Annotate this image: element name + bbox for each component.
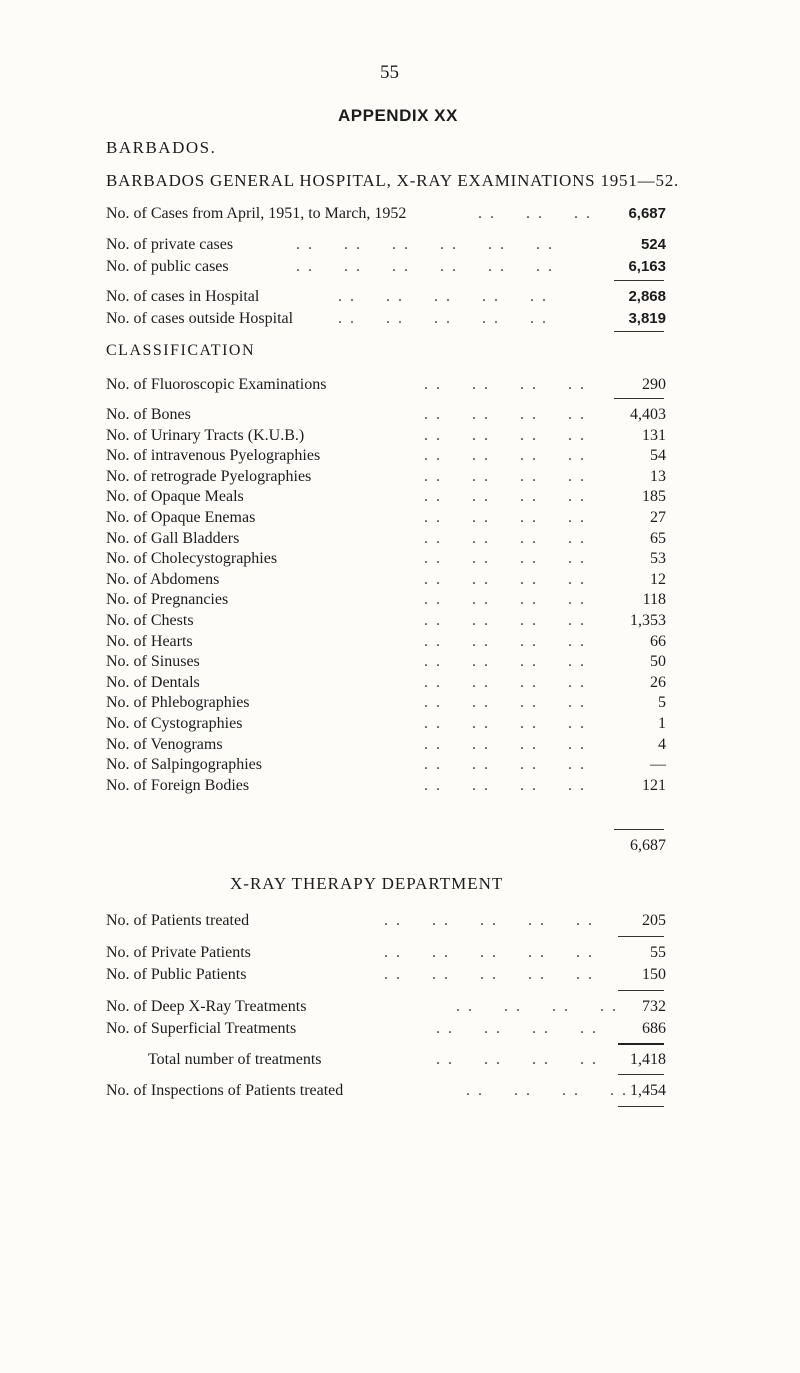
leader-dots: . . . . . . . .	[466, 1082, 628, 1099]
row-label: No. of Bones	[106, 406, 191, 423]
leader-dots: . . . . . . . . . .	[338, 288, 548, 305]
row-value: 66	[650, 632, 666, 650]
therapy-patients-row	[106, 912, 666, 934]
row-value: 26	[650, 673, 666, 691]
leader-dots: . . . . . . . .	[424, 735, 586, 753]
leader-dots: . . . . . . . .	[424, 591, 586, 609]
leader-dots: . . . . . . . .	[424, 509, 586, 526]
divider	[618, 1106, 664, 1107]
therapy-deep-row	[106, 998, 666, 1020]
classification-row	[106, 756, 666, 778]
row-label: No. of Phlebographies	[106, 694, 250, 712]
row-label: No. of Chests	[106, 612, 194, 629]
classification-row	[106, 550, 666, 572]
leader-dots: . . . . . . . . . .	[384, 966, 594, 983]
classification-row	[106, 591, 666, 613]
therapy-superficial-row	[106, 1020, 666, 1042]
row-value: 1,454	[630, 1082, 666, 1099]
row-label: No. of Deep X-Ray Treatments	[106, 998, 307, 1015]
leader-dots: . . . . . . . . . .	[338, 310, 548, 327]
fluoroscopic-row	[106, 376, 666, 398]
leader-dots: . . . . . . . .	[424, 488, 586, 506]
summary-outside-hospital-row	[106, 310, 666, 332]
row-label: No. of private cases	[106, 236, 234, 253]
row-value: 290	[642, 376, 666, 393]
row-value: 118	[642, 591, 666, 609]
row-value: 27	[650, 509, 666, 526]
leader-dots: . . . . . . . . . . . .	[296, 236, 554, 253]
classification-row	[106, 406, 666, 428]
row-label: Total number of treatments	[148, 1051, 322, 1068]
leader-dots: . . . . . . . .	[424, 570, 586, 588]
row-value: 686	[642, 1020, 666, 1037]
row-label: No. of Superficial Treatments	[106, 1020, 297, 1037]
row-value: 2,868	[628, 288, 666, 305]
summary-private-row	[106, 236, 666, 258]
row-value: 55	[650, 944, 666, 961]
row-label: No. of Salpingographies	[106, 756, 262, 774]
summary-in-hospital-row	[106, 288, 666, 310]
divider	[614, 398, 664, 399]
page-number: 55	[380, 62, 399, 83]
row-label: No. of Cases from April, 1951, to March, 1952	[106, 205, 407, 222]
row-label: No. of Opaque Enemas	[106, 509, 256, 526]
leader-dots: . . . . . . . .	[424, 447, 586, 465]
summary-public-row	[106, 258, 666, 280]
leader-dots: . . . . . . . .	[424, 406, 586, 423]
leader-dots: . . . . . . . .	[424, 529, 586, 547]
row-label: No. of Abdomens	[106, 570, 220, 588]
row-label: No. of Urinary Tracts (K.U.B.)	[106, 426, 305, 444]
classification-row	[106, 488, 666, 510]
row-label: No. of retrograde Pyelographies	[106, 467, 312, 485]
row-value: 121	[642, 776, 666, 794]
leader-dots: . . . . . . . .	[424, 467, 586, 485]
row-value: 6,687	[630, 837, 666, 854]
classification-row	[106, 427, 666, 449]
leader-dots: . . . . . .	[478, 205, 592, 222]
classification-row	[106, 674, 666, 696]
classification-total-row	[106, 837, 666, 859]
row-label: No. of Pregnancies	[106, 591, 229, 609]
row-value: 12	[650, 570, 666, 588]
row-label: No. of Inspections of Patients treated	[106, 1082, 344, 1099]
leader-dots: . . . . . . . .	[424, 612, 586, 629]
row-label: No. of intravenous Pyelographies	[106, 447, 321, 465]
leader-dots: . . . . . . . .	[424, 715, 586, 732]
divider	[618, 936, 664, 937]
leader-dots: . . . . . . . .	[424, 694, 586, 712]
row-label: No. of Patients treated	[106, 912, 250, 929]
row-value: —	[650, 756, 666, 774]
row-value: 732	[642, 998, 666, 1015]
row-label: No. of Opaque Meals	[106, 488, 244, 506]
row-value: 1,353	[630, 612, 666, 629]
divider	[614, 829, 664, 830]
appendix-title: APPENDIX XX	[338, 106, 458, 125]
classification-row	[106, 612, 666, 634]
therapy-private-row	[106, 944, 666, 966]
row-value: 5	[658, 694, 666, 712]
row-value: 1	[658, 715, 666, 732]
row-label: No. of Sinuses	[106, 653, 200, 671]
row-label: No. of Cystographies	[106, 715, 243, 732]
row-value: 150	[642, 966, 666, 983]
row-value: 13	[650, 467, 666, 485]
therapy-inspections-row	[106, 1082, 666, 1104]
classification-row	[106, 571, 666, 593]
divider	[618, 1043, 664, 1045]
classification-row	[106, 509, 666, 531]
row-label: No. of Cholecystographies	[106, 550, 278, 568]
leader-dots: . . . . . . . .	[424, 756, 586, 774]
row-label: No. of Dentals	[106, 673, 200, 691]
row-value: 4,403	[630, 406, 666, 423]
leader-dots: . . . . . . . . . . . .	[296, 258, 554, 275]
leader-dots: . . . . . . . . . .	[384, 944, 594, 961]
row-value: 205	[642, 912, 666, 929]
row-value: 6,687	[628, 205, 666, 222]
row-value: 185	[642, 488, 666, 506]
leader-dots: . . . . . . . .	[456, 998, 618, 1015]
therapy-public-row	[106, 966, 666, 988]
row-label: No. of Fluoroscopic Examinations	[106, 376, 327, 393]
row-value: 4	[658, 735, 666, 753]
country-heading: BARBADOS.	[106, 138, 217, 157]
classification-row	[106, 653, 666, 675]
report-heading: BARBADOS GENERAL HOSPITAL, X-RAY EXAMINATIONS 1951—52.	[106, 171, 680, 190]
classification-row	[106, 736, 666, 758]
row-label: No. of public cases	[106, 258, 229, 275]
leader-dots: . . . . . . . .	[424, 426, 586, 444]
row-value: 54	[650, 447, 666, 465]
leader-dots: . . . . . . . .	[424, 550, 586, 568]
row-label: No. of Public Patients	[106, 966, 247, 983]
row-label: No. of Foreign Bodies	[106, 776, 250, 794]
leader-dots: . . . . . . . .	[424, 776, 586, 794]
classification-row	[106, 715, 666, 737]
leader-dots: . . . . . . . .	[424, 653, 586, 671]
row-value: 53	[650, 550, 666, 568]
row-value: 50	[650, 653, 666, 671]
row-label: No. of Gall Bladders	[106, 529, 240, 547]
leader-dots: . . . . . . . . . .	[384, 912, 594, 929]
classification-row	[106, 777, 666, 799]
classification-row	[106, 694, 666, 716]
row-label: No. of Venograms	[106, 735, 223, 753]
divider	[614, 331, 664, 332]
leader-dots: . . . . . . . .	[436, 1020, 598, 1037]
classification-row	[106, 447, 666, 469]
divider	[614, 280, 664, 281]
therapy-total-row	[106, 1051, 666, 1073]
classification-row	[106, 633, 666, 655]
classification-row	[106, 530, 666, 552]
divider	[618, 990, 664, 991]
therapy-heading: X-RAY THERAPY DEPARTMENT	[230, 874, 504, 893]
leader-dots: . . . . . . . .	[424, 632, 586, 650]
row-value: 1,418	[630, 1051, 666, 1068]
leader-dots: . . . . . . . .	[436, 1051, 598, 1068]
leader-dots: . . . . . . . .	[424, 376, 586, 393]
leader-dots: . . . . . . . .	[424, 673, 586, 691]
classification-heading: CLASSIFICATION	[106, 342, 256, 359]
row-value: 65	[650, 529, 666, 547]
summary-total-row	[106, 205, 666, 227]
row-value: 131	[642, 426, 666, 444]
divider	[618, 1074, 664, 1075]
row-value: 524	[640, 236, 666, 253]
row-label: No. of Hearts	[106, 632, 193, 650]
row-label: No. of Private Patients	[106, 944, 251, 961]
classification-row	[106, 468, 666, 490]
row-label: No. of cases in Hospital	[106, 288, 260, 305]
row-label: No. of cases outside Hospital	[106, 310, 294, 327]
row-value: 6,163	[628, 258, 666, 275]
row-value: 3,819	[628, 310, 666, 327]
